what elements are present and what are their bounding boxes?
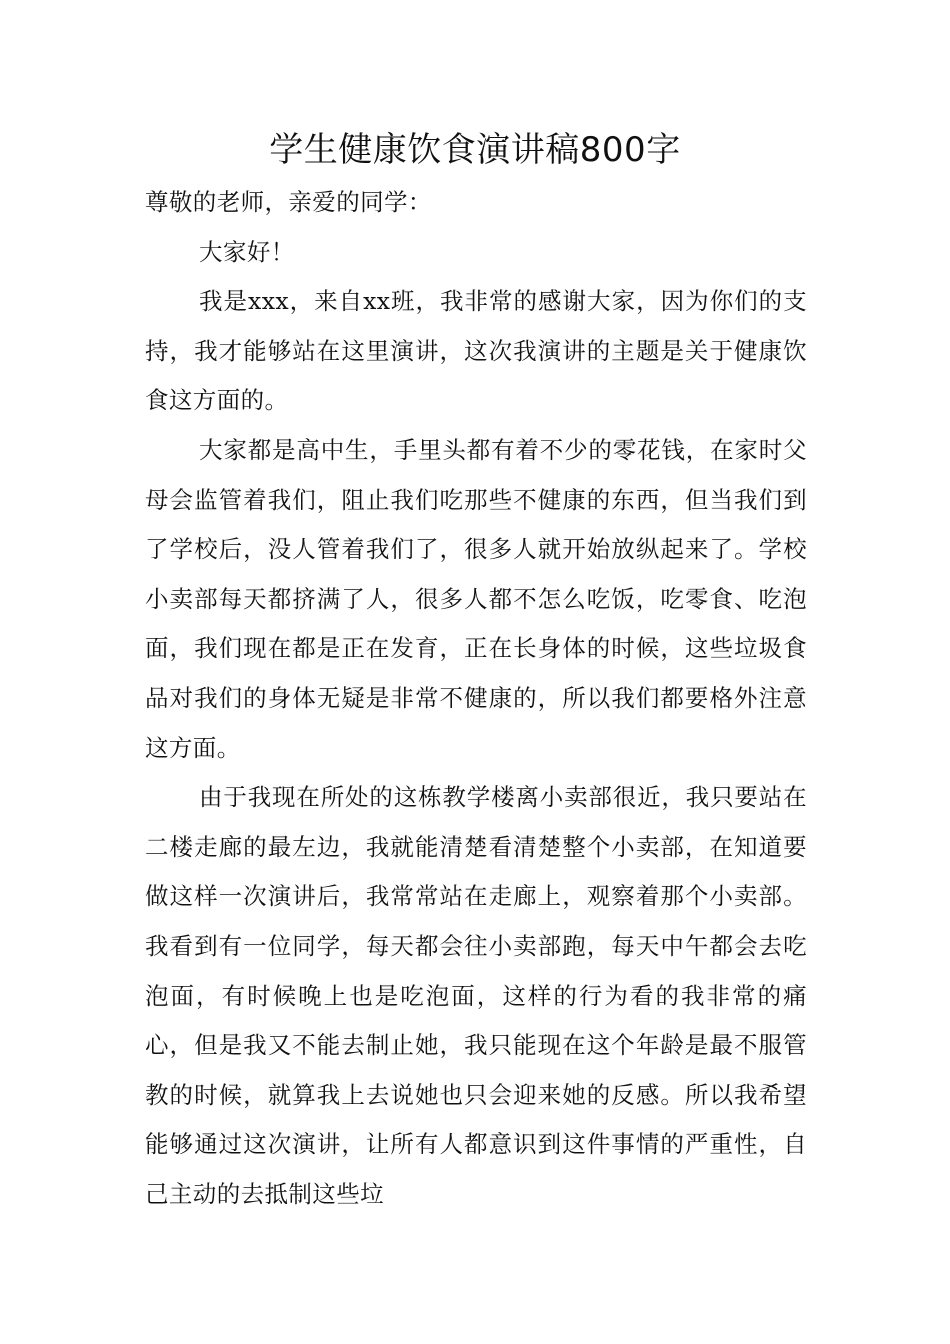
greeting-paragraph: 大家好！	[199, 237, 295, 266]
document-body	[145, 178, 807, 1219]
intro-paragraph: 我是xxx，来自xx班，我非常的感谢大家，因为你们的支持，我才能够站在这里演讲，这次我演讲的主题是关于健康饮食这方面的。	[145, 287, 807, 415]
document-title: 学生健康饮食演讲稿800字	[269, 130, 681, 170]
body-paragraph-2: 由于我现在所处的这栋教学楼离小卖部很近，我只要站在二楼走廊的最左边，我就能清楚看清楚整个小卖部，在知道要做这样一次演讲后，我常常站在走廊上，观察着那个小卖部。我看到有一位同学，每天都会往小卖部跑，每天中午都会去吃泡面，有时候晚上也是吃泡面，这样的行为看的我非常的痛心，但是我又不能去制止她，我只能现在这个年龄是最不服管教的时候，就算我上去说她也只会迎来她的反感。所以我希望能够通过这次演讲，让所有人都意识到这件事情的严重性，自己主动的去抵制这些垃	[145, 783, 807, 1208]
body-paragraph-1: 大家都是高中生，手里头都有着不少的零花钱，在家时父母会监管着我们，阻止我们吃那些不健康的东西，但当我们到了学校后，没人管着我们了，很多人就开始放纵起来了。学校小卖部每天都挤满了人，很多人都不怎么吃饭，吃零食、吃泡面，我们现在都是正在发育，正在长身体的时候，这些垃圾食品对我们的身体无疑是非常不健康的，所以我们都要格外注意这方面。	[145, 435, 807, 762]
salutation-paragraph: 尊敬的老师，亲爱的同学：	[145, 188, 432, 216]
